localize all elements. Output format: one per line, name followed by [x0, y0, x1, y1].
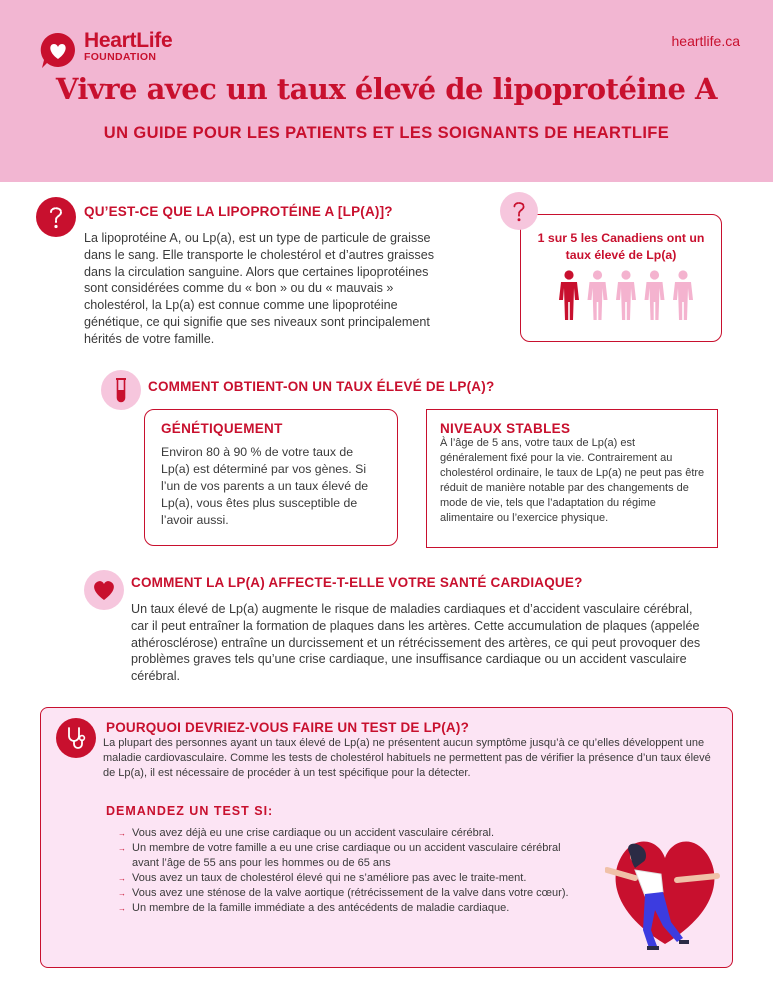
question-icon [500, 192, 538, 230]
section-heading-heart-health: COMMENT LA LP(A) AFFECTE-T-ELLE VOTRE SANTÉ CARDIAQUE? [131, 575, 583, 590]
section-heading-why-test: POURQUOI DEVRIEZ-VOUS FAIRE UN TEST DE LP(A)? [106, 720, 470, 735]
genetics-body: Environ 80 à 90 % de votre taux de Lp(a) est déterminé par vos gènes. Si l’un de vos parents a un taux élevé de Lp(a), vous êtes plus susceptible de l’avoir aussi. [161, 445, 369, 527]
logo-name: HeartLife [84, 29, 173, 52]
person-icon [645, 270, 665, 320]
logo-subtitle: FOUNDATION [84, 51, 157, 63]
heart-icon [84, 570, 124, 610]
person-icon [673, 270, 693, 320]
person-icon-highlighted [559, 270, 579, 320]
page-subtitle: UN GUIDE POUR LES PATIENTS ET LES SOIGNANTS DE HEARTLIFE [103, 124, 670, 142]
genetics-title: GÉNÉTIQUEMENT [161, 421, 283, 436]
ask-test-item: → Vous avez déjà eu une crise cardiaque ou un accident vasculaire cérébral. [118, 826, 588, 841]
ask-test-list [118, 826, 588, 916]
person-icon [588, 270, 608, 320]
heartlife-logo[interactable] [38, 28, 198, 68]
stat-text: 1 sur 5 les Canadiens ont un taux élevé de Lp(a) [537, 231, 705, 262]
website-link[interactable]: heartlife.ca [671, 33, 740, 49]
stable-levels-title: NIVEAUX STABLES [440, 421, 571, 436]
section-body-why-test: La plupart des personnes ayant un taux élevé de Lp(a) ne présentent aucun symptôme jusqu’à ce qu’elles développent une maladie cardiovasculaire. Comme les tests de cholestérol habituels ne permettent pas de vérifier la présence d’un taux élevé de Lp(a), il est nécessaire de procéder à un test spécifique pour la détecter. [103, 737, 711, 779]
people-pictogram [556, 270, 696, 322]
header-band [0, 0, 773, 182]
section-heading-what-is-lpa: QU’EST-CE QUE LA LIPOPROTÉINE A [LP(A)]? [84, 204, 393, 219]
woman-hugging-heart-illustration [605, 826, 723, 956]
ask-test-item: → Un membre de la famille immédiate a des antécédents de maladie cardiaque. [118, 901, 588, 916]
page-title: Vivre avec un taux élevé de lipoprotéine A [55, 72, 718, 106]
person-icon [616, 270, 636, 320]
test-tube-icon [101, 370, 141, 410]
ask-test-item: → Vous avez un taux de cholestérol élevé qui ne s’améliore pas avec le traite-ment. [118, 871, 588, 886]
stethoscope-icon [56, 718, 96, 758]
question-icon [36, 197, 76, 237]
heart-speech-icon [38, 30, 78, 70]
stable-levels-body: À l’âge de 5 ans, votre taux de Lp(a) est généralement fixé pour la vie. Contrairement au cholestérol ordinaire, le taux de Lp(a) ne peut pas être réduit de manière notable par des changements de mode de vie, tels que l’adaptation du régime alimentaire ou l’exercice physique. [440, 437, 705, 524]
ask-test-item: → Vous avez une sténose de la valve aortique (rétrécissement de la valve dans votre cœur). [118, 886, 588, 901]
section-body-what-is-lpa: La lipoprotéine A, ou Lp(a), est un type de particule de graisse dans le sang. Elle transporte le cholestérol et d’autres graisses dans la circulation sanguine. Alors que certaines lipoprotéines sont considérées comme du « bon » ou du « mauvais » cholestérol, la Lp(a) est connue comme une lipoprotéine génétique, ce qui signifie que ses niveaux sont principalement hérités de votre famille. [84, 231, 435, 346]
ask-test-heading: DEMANDEZ UN TEST SI: [106, 804, 274, 818]
ask-test-item: → Un membre de votre famille a eu une crise cardiaque ou un accident vasculaire cérébral avant l’âge de 55 ans pour les hommes ou de 65 ans [118, 841, 588, 871]
section-body-heart-health: Un taux élevé de Lp(a) augmente le risque de maladies cardiaques et d’accident vasculaire cérébral, car il peut entraîner la formation de plaques dans les artères. Cette accumulation de plaques (appelée athérosclérose) entraîne un durcissement et un rétrécissement des artères, ce qui peut provoquer des problèmes graves tels qu’une crise cardiaque, une insuffisance cardiaque ou un accident vasculaire cérébral. [131, 602, 701, 684]
section-heading-how-get-lpa: COMMENT OBTIENT-ON UN TAUX ÉLEVÉ DE LP(A)? [148, 379, 495, 394]
